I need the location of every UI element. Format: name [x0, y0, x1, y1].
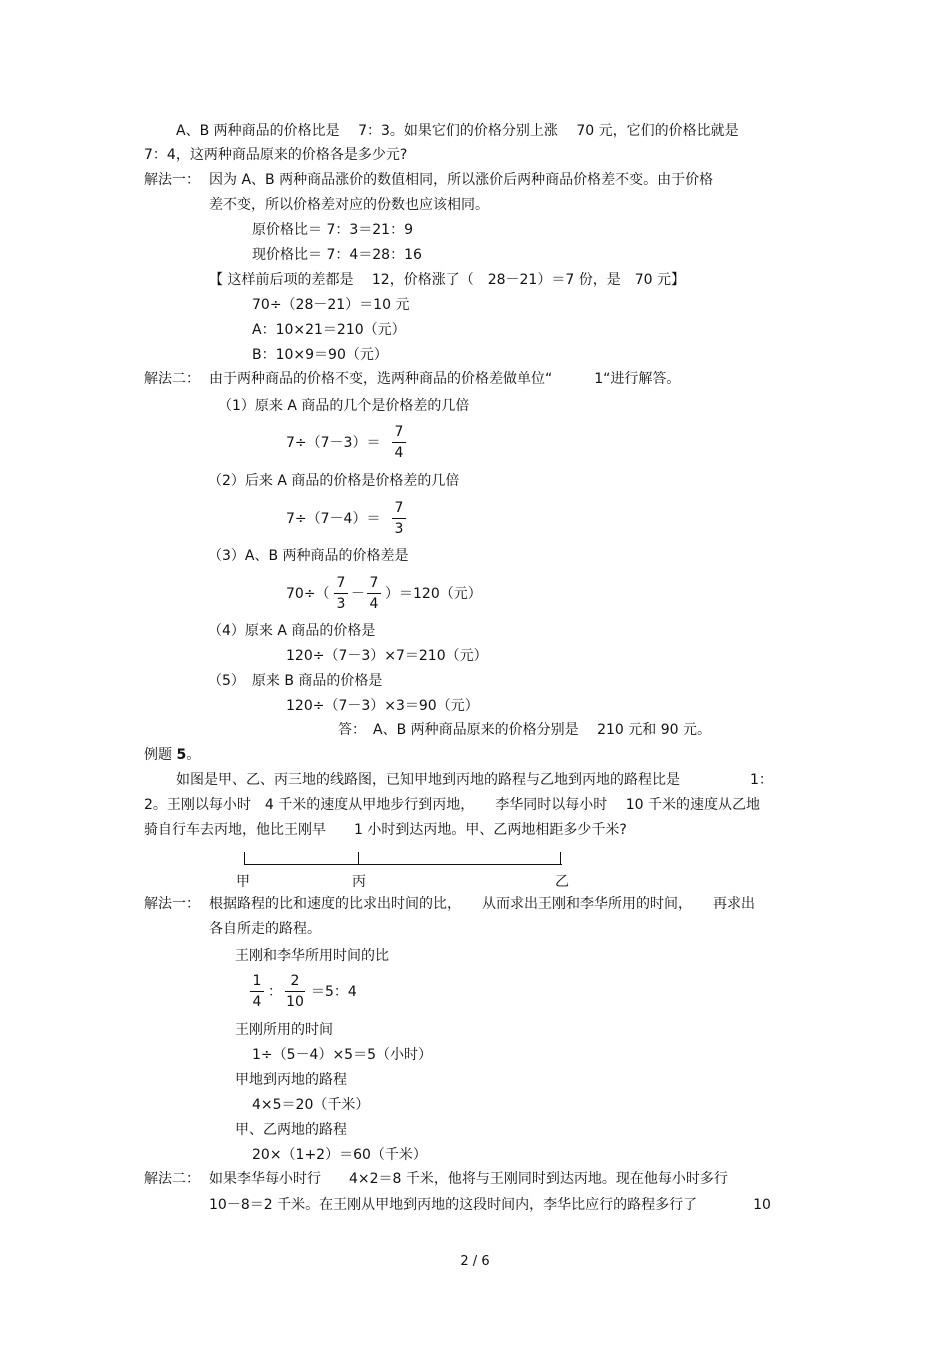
- fraction-numerator: 7: [369, 575, 379, 591]
- method2-label: 解法二：: [144, 371, 200, 387]
- distance-ac-title: 甲地到丙地的路程: [235, 1072, 347, 1088]
- fraction-denominator: 4: [369, 596, 379, 612]
- fraction-numerator: 7: [394, 500, 404, 516]
- fraction-denominator: 3: [336, 596, 346, 612]
- fraction-numerator: 1: [252, 973, 262, 989]
- ex-method2-line-1: 如果李华每小时行 4×2＝8 千米，他将与王刚同时到达丙地。现在他每小时多行: [209, 1171, 728, 1187]
- step5-title: （5） 原来 B 商品的价格是: [208, 673, 383, 689]
- ex-method1-line-1: 根据路程的比和速度的比求出时间的比， 从而求出王刚和李华所用的时间， 再求出: [209, 896, 755, 912]
- fraction-bar: [392, 518, 406, 519]
- step2-expression: 7÷（7－4）＝: [286, 511, 381, 527]
- fraction-denominator: 3: [394, 521, 404, 537]
- fraction-bar: [367, 593, 381, 594]
- ex-method1-line-2: 各自所走的路程。: [209, 921, 321, 937]
- original-ratio: 原价格比＝ 7：3＝21：9: [252, 222, 413, 238]
- method1-calc-3: B：10×9＝90（元）: [252, 347, 388, 363]
- example5-line-1: 如图是甲、乙、丙三地的线路图，已知甲地到丙地的路程与乙地到丙地的路程比是 1：: [176, 772, 773, 788]
- example5-line-3: 骑自行车去丙地，他比王刚早 1 小时到达丙地。甲、乙两地相距多少千米?: [144, 822, 627, 838]
- route-line: [244, 864, 562, 865]
- page-number: 2 / 6: [460, 1254, 490, 1269]
- step2-fraction: [392, 500, 406, 537]
- distance-ac-calc: 4×5＝20（千米）: [252, 1097, 370, 1113]
- example-title-suffix: 。: [186, 747, 201, 763]
- problem-line-2: 7：4，这两种商品原来的价格各是多少元?: [144, 147, 408, 163]
- step4-title: （4）原来 A 商品的价格是: [208, 623, 376, 639]
- label-yi: 乙: [555, 874, 569, 890]
- method1-note: 【 这样前后项的差都是 12，价格涨了（ 28－21）＝7 份，是 70 元】: [209, 272, 685, 288]
- step5-calc: 120÷（7－3）×3＝90（元）: [286, 698, 479, 714]
- distance-ab-calc: 20×（1+2）＝60（千米）: [252, 1147, 427, 1163]
- time-ratio-result: ＝5：4: [311, 984, 357, 1000]
- fraction-bar: [285, 991, 305, 992]
- tick-b: [560, 852, 561, 865]
- fraction-denominator: 10: [286, 994, 304, 1010]
- step3-fraction-1: [334, 575, 348, 612]
- example5-title: [144, 746, 200, 764]
- step2-title: （2）后来 A 商品的价格是价格差的几倍: [208, 473, 460, 489]
- method2-intro: 由于两种商品的价格不变，选两种商品的价格差做单位“ 1“进行解答。: [209, 371, 681, 387]
- step4-calc: 120÷（7－3）×7＝210（元）: [286, 648, 488, 664]
- label-bing: 丙: [352, 874, 366, 890]
- tick-a: [244, 852, 245, 865]
- fraction-denominator: 4: [252, 994, 262, 1010]
- ex-method2-line-2: 10－8＝2 千米。在王刚从甲地到丙地的这段时间内，李华比应行的路程多行了 10: [209, 1197, 771, 1213]
- method1-calc-2: A：10×21＝210（元）: [252, 322, 406, 338]
- tick-c: [358, 852, 359, 865]
- time-fraction-2: [285, 973, 305, 1010]
- answer-line: 答： A、B 两种商品原来的价格分别是 210 元和 90 元。: [338, 722, 711, 738]
- problem-line-1: A、B 两种商品的价格比是 7：3。如果它们的价格分别上涨 70 元，它们的价格比就是: [176, 123, 739, 139]
- fraction-bar: [392, 442, 406, 443]
- method1-line-2: 差不变，所以价格差对应的份数也应该相同。: [209, 197, 489, 213]
- ex-method2-label: 解法二：: [144, 1171, 200, 1187]
- example5-line-2: 2。王刚以每小时 4 千米的速度从甲地步行到丙地， 李华同时以每小时 10 千米的速度从乙地: [144, 797, 760, 813]
- example-title-prefix: 例题: [144, 747, 177, 763]
- time-fraction-1: [250, 973, 264, 1010]
- method1-line-1: 因为 A、B 两种商品涨价的数值相同，所以涨价后两种商品价格差不变。由于价格: [209, 172, 714, 188]
- time-ratio-title: 王刚和李华所用时间的比: [235, 948, 389, 964]
- fraction-bar: [250, 991, 264, 992]
- method1-label: 解法一：: [144, 172, 200, 188]
- fraction-denominator: 4: [394, 445, 404, 461]
- fraction-bar: [334, 593, 348, 594]
- route-diagram: [244, 852, 562, 866]
- time-ratio-colon: ：: [268, 984, 282, 1000]
- label-jia: 甲: [236, 874, 250, 890]
- step1-title: （1）原来 A 商品的几个是价格差的几倍: [218, 398, 470, 414]
- fraction-numerator: 7: [394, 424, 404, 440]
- wanggang-time-calc: 1÷（5－4）×5＝5（小时）: [252, 1047, 432, 1063]
- step1-expression: 7÷（7－3）＝: [286, 435, 381, 451]
- step3-minus: －: [351, 586, 365, 602]
- step3-suffix: ）＝120（元）: [385, 586, 482, 602]
- wanggang-time-title: 王刚所用的时间: [235, 1022, 333, 1038]
- current-ratio: 现价格比＝ 7：4＝28：16: [252, 247, 422, 263]
- fraction-numerator: 7: [336, 575, 346, 591]
- method1-calc-1: 70÷（28－21）＝10 元: [252, 297, 410, 313]
- step3-fraction-2: [367, 575, 381, 612]
- step1-fraction: [392, 424, 406, 461]
- example-number: 5: [176, 747, 187, 763]
- distance-ab-title: 甲、乙两地的路程: [235, 1122, 347, 1138]
- fraction-numerator: 2: [290, 973, 300, 989]
- step3-title: （3）A、B 两种商品的价格差是: [208, 548, 409, 564]
- ex-method1-label: 解法一：: [144, 896, 200, 912]
- step3-prefix: 70÷（: [286, 586, 330, 602]
